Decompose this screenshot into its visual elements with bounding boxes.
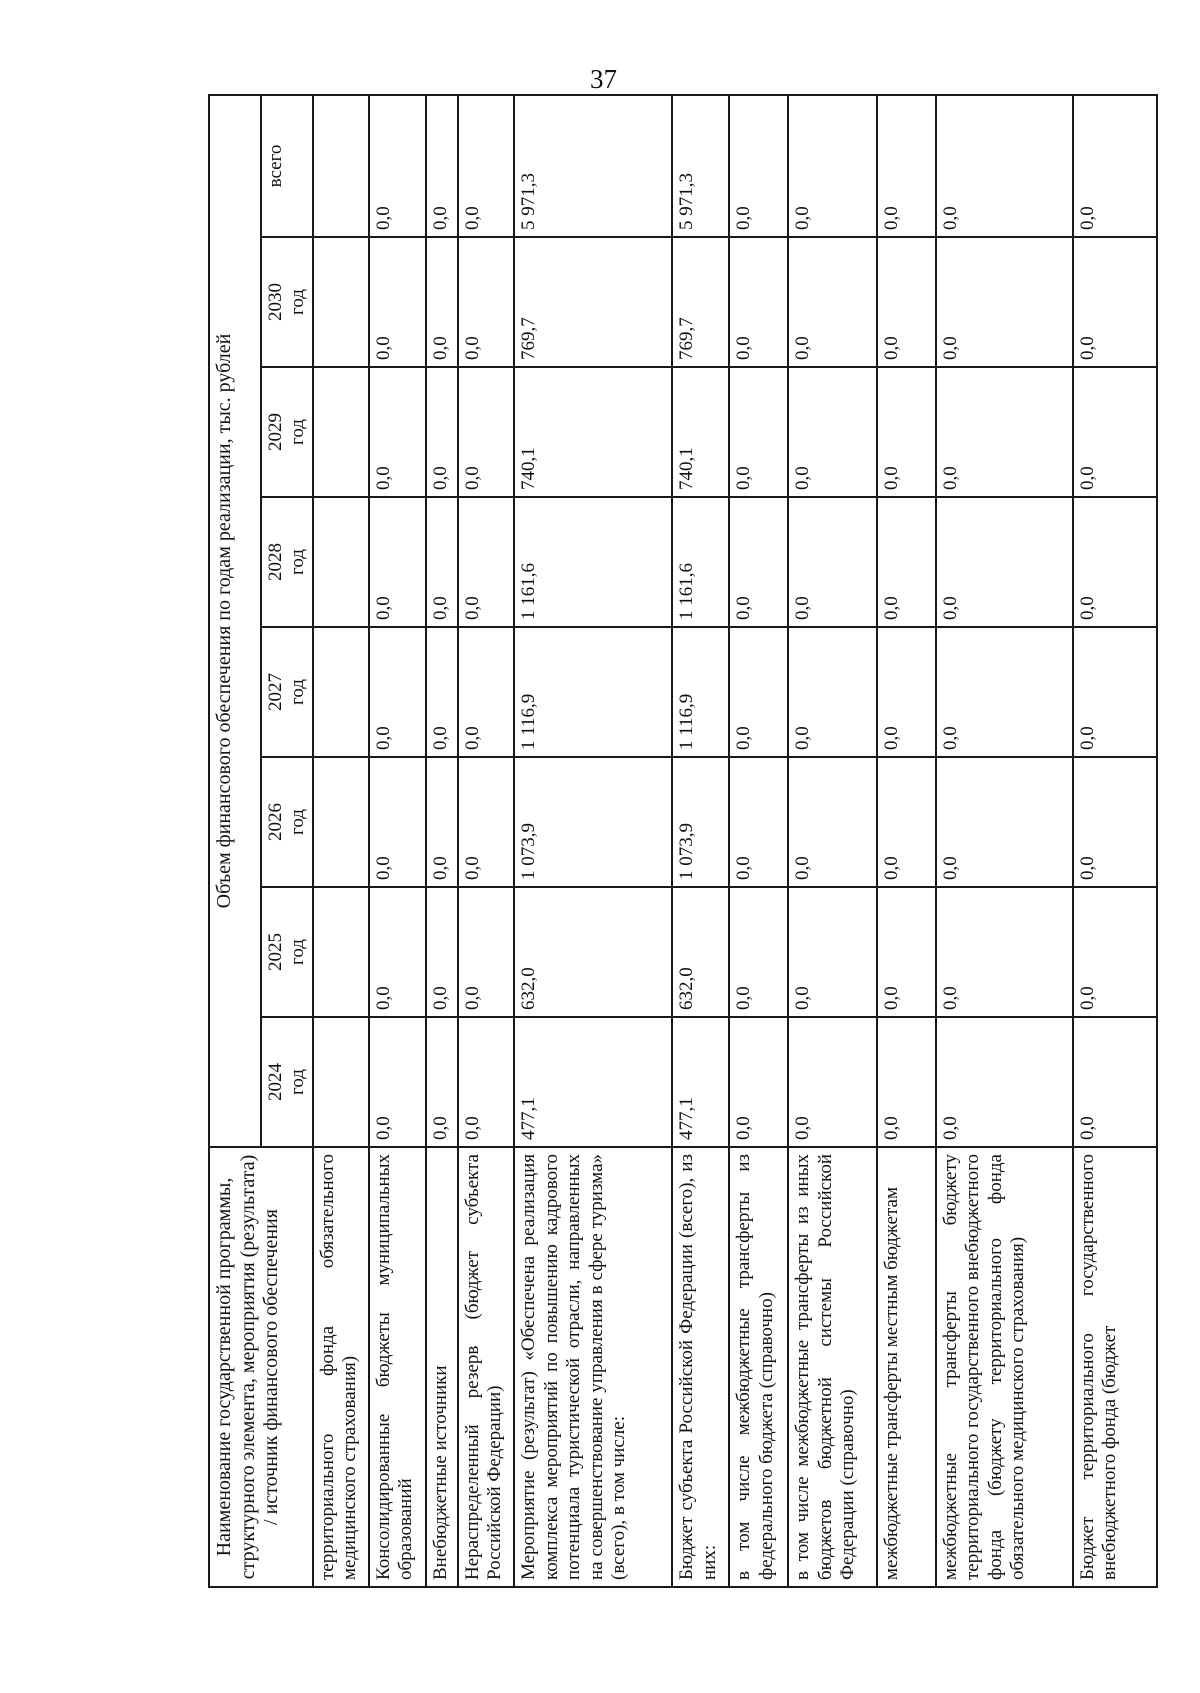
cell-2024: 0,0 bbox=[936, 1017, 1073, 1147]
cell-2025: 0,0 bbox=[426, 887, 458, 1017]
cell-2029: 0,0 bbox=[369, 367, 426, 497]
table-row bbox=[672, 95, 729, 1587]
row-name: Нераспределенный резерв (бюджет субъекта Российской Федерации) bbox=[458, 1147, 515, 1587]
cell-2029 bbox=[313, 367, 369, 497]
table-row bbox=[514, 95, 672, 1587]
cell-2025: 0,0 bbox=[936, 887, 1073, 1017]
cell-2030: 0,0 bbox=[426, 237, 458, 367]
cell-2030: 0,0 bbox=[369, 237, 426, 367]
cell-2026: 0,0 bbox=[1073, 757, 1157, 887]
row-name: Бюджет субъекта Российской Федерации (всего), из них: bbox=[672, 1147, 729, 1587]
cell-2024: 0,0 bbox=[369, 1017, 426, 1147]
header-year-2028: 2028 год bbox=[261, 497, 313, 627]
cell-2028: 0,0 bbox=[729, 497, 788, 627]
cell-2030: 769,7 bbox=[672, 237, 729, 367]
cell-2029: 0,0 bbox=[788, 367, 876, 497]
cell-2029: 0,0 bbox=[458, 367, 515, 497]
cell-2027: 0,0 bbox=[1073, 627, 1157, 757]
cell-2028: 0,0 bbox=[936, 497, 1073, 627]
row-name: территориального фонда обязательного медицинского страхования) bbox=[313, 1147, 369, 1587]
table-row bbox=[1073, 95, 1157, 1587]
table-row bbox=[936, 95, 1073, 1587]
cell-2030: 0,0 bbox=[877, 237, 936, 367]
table-row bbox=[369, 95, 426, 1587]
header-name-column: Наименование государственной программы, структурного элемента, мероприятия (результата) / источник финансового обеспечения bbox=[209, 1147, 313, 1587]
row-name: Мероприятие (результат) «Обеспечена реализация комплекса мероприятий по повышению кадрового потенциала туристической отрасли, направленных на совершенствование управления в сфере туризма» (всего), в том числе: bbox=[514, 1147, 672, 1587]
cell-2026 bbox=[313, 757, 369, 887]
header-year-2025: 2025 год bbox=[261, 887, 313, 1017]
cell-total: 5 971,3 bbox=[514, 95, 672, 237]
cell-2025 bbox=[313, 887, 369, 1017]
cell-2029: 0,0 bbox=[936, 367, 1073, 497]
cell-2025: 632,0 bbox=[672, 887, 729, 1017]
cell-2027: 1 116,9 bbox=[672, 627, 729, 757]
cell-2028: 0,0 bbox=[458, 497, 515, 627]
cell-2026: 0,0 bbox=[729, 757, 788, 887]
table-row bbox=[788, 95, 876, 1587]
cell-2028: 0,0 bbox=[426, 497, 458, 627]
cell-2025: 0,0 bbox=[788, 887, 876, 1017]
cell-2028: 1 161,6 bbox=[514, 497, 672, 627]
rotated-table-area bbox=[208, 96, 1158, 1588]
cell-2030: 769,7 bbox=[514, 237, 672, 367]
cell-2025: 0,0 bbox=[877, 887, 936, 1017]
header-year-2027: 2027 год bbox=[261, 627, 313, 757]
cell-2025: 0,0 bbox=[369, 887, 426, 1017]
finance-table bbox=[208, 94, 1158, 1588]
header-total: всего bbox=[261, 95, 313, 237]
row-name: Бюджет территориального государственного внебюджетного фонда (бюджет bbox=[1073, 1147, 1157, 1587]
cell-2030 bbox=[313, 237, 369, 367]
cell-2024: 0,0 bbox=[788, 1017, 876, 1147]
cell-2024: 0,0 bbox=[1073, 1017, 1157, 1147]
cell-2024: 0,0 bbox=[729, 1017, 788, 1147]
cell-2027: 1 116,9 bbox=[514, 627, 672, 757]
cell-total: 5 971,3 bbox=[672, 95, 729, 237]
cell-2026: 0,0 bbox=[458, 757, 515, 887]
cell-2030: 0,0 bbox=[1073, 237, 1157, 367]
cell-2026: 1 073,9 bbox=[514, 757, 672, 887]
cell-2029: 0,0 bbox=[877, 367, 936, 497]
table-row bbox=[877, 95, 936, 1587]
cell-2029: 0,0 bbox=[1073, 367, 1157, 497]
cell-2028: 0,0 bbox=[788, 497, 876, 627]
table-row bbox=[426, 95, 458, 1587]
table-row bbox=[458, 95, 515, 1587]
cell-total: 0,0 bbox=[458, 95, 515, 237]
cell-2028: 0,0 bbox=[1073, 497, 1157, 627]
page-number: 37 bbox=[590, 64, 617, 94]
cell-2024: 477,1 bbox=[672, 1017, 729, 1147]
cell-2026: 0,0 bbox=[877, 757, 936, 887]
table-row bbox=[313, 95, 369, 1587]
cell-2027: 0,0 bbox=[877, 627, 936, 757]
cell-2025: 0,0 bbox=[1073, 887, 1157, 1017]
cell-2028: 0,0 bbox=[877, 497, 936, 627]
cell-2025: 0,0 bbox=[729, 887, 788, 1017]
table-row bbox=[729, 95, 788, 1587]
cell-2027 bbox=[313, 627, 369, 757]
cell-2026: 0,0 bbox=[788, 757, 876, 887]
cell-2024: 0,0 bbox=[877, 1017, 936, 1147]
header-year-2024: 2024 год bbox=[261, 1017, 313, 1147]
cell-2024 bbox=[313, 1017, 369, 1147]
cell-total bbox=[313, 95, 369, 237]
cell-2029: 0,0 bbox=[729, 367, 788, 497]
row-name: Внебюджетные источники bbox=[426, 1147, 458, 1587]
table-header bbox=[209, 95, 313, 1587]
cell-2026: 0,0 bbox=[426, 757, 458, 887]
cell-2030: 0,0 bbox=[729, 237, 788, 367]
cell-total: 0,0 bbox=[729, 95, 788, 237]
row-name: Консолидированные бюджеты муниципальных образований bbox=[369, 1147, 426, 1587]
cell-total: 0,0 bbox=[936, 95, 1073, 237]
cell-2028 bbox=[313, 497, 369, 627]
cell-2027: 0,0 bbox=[426, 627, 458, 757]
cell-2026: 0,0 bbox=[936, 757, 1073, 887]
row-name: межбюджетные трансферты местным бюджетам bbox=[877, 1147, 936, 1587]
cell-2027: 0,0 bbox=[788, 627, 876, 757]
table-body bbox=[313, 95, 1157, 1587]
header-year-2026: 2026 год bbox=[261, 757, 313, 887]
cell-2027: 0,0 bbox=[729, 627, 788, 757]
rotated-content bbox=[208, 96, 1158, 1588]
cell-2026: 0,0 bbox=[369, 757, 426, 887]
row-name: межбюджетные трансферты бюджету территориального государственного внебюджетного фонда (бюджету территориального фонда обязательного медицинского страхования) bbox=[936, 1147, 1073, 1587]
cell-2030: 0,0 bbox=[788, 237, 876, 367]
cell-2025: 0,0 bbox=[458, 887, 515, 1017]
cell-2029: 740,1 bbox=[514, 367, 672, 497]
row-name: в том числе межбюджетные трансферты из иных бюджетов бюджетной системы Российской Федерации (справочно) bbox=[788, 1147, 876, 1587]
cell-2030: 0,0 bbox=[458, 237, 515, 367]
cell-2026: 1 073,9 bbox=[672, 757, 729, 887]
cell-2029: 740,1 bbox=[672, 367, 729, 497]
header-volume-title: Объем финансового обеспечения по годам реализации, тыс. рублей bbox=[209, 95, 261, 1147]
cell-total: 0,0 bbox=[426, 95, 458, 237]
cell-2027: 0,0 bbox=[458, 627, 515, 757]
cell-2028: 0,0 bbox=[369, 497, 426, 627]
cell-2025: 632,0 bbox=[514, 887, 672, 1017]
header-year-2029: 2029 год bbox=[261, 367, 313, 497]
cell-2027: 0,0 bbox=[936, 627, 1073, 757]
cell-total: 0,0 bbox=[788, 95, 876, 237]
cell-2024: 0,0 bbox=[458, 1017, 515, 1147]
cell-total: 0,0 bbox=[1073, 95, 1157, 237]
cell-2027: 0,0 bbox=[369, 627, 426, 757]
row-name: в том числе межбюджетные трансферты из федерального бюджета (справочно) bbox=[729, 1147, 788, 1587]
cell-2029: 0,0 bbox=[426, 367, 458, 497]
cell-total: 0,0 bbox=[369, 95, 426, 237]
cell-2024: 477,1 bbox=[514, 1017, 672, 1147]
cell-2028: 1 161,6 bbox=[672, 497, 729, 627]
header-year-2030: 2030 год bbox=[261, 237, 313, 367]
cell-2030: 0,0 bbox=[936, 237, 1073, 367]
cell-2024: 0,0 bbox=[426, 1017, 458, 1147]
cell-total: 0,0 bbox=[877, 95, 936, 237]
